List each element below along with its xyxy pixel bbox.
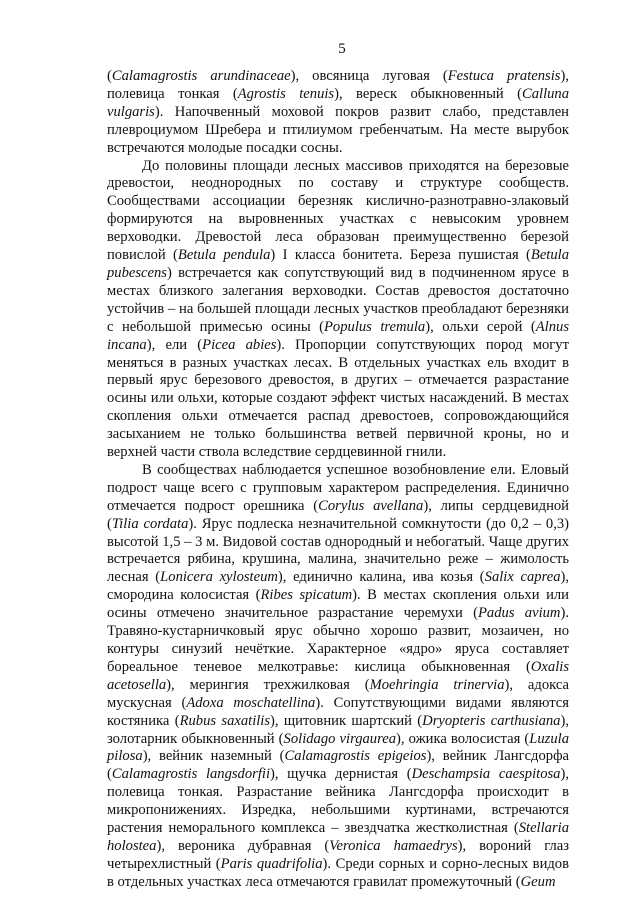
- text-run: ), вероника дубравная (: [156, 837, 330, 854]
- latin-name: Calamagrostis langsdorfii: [111, 766, 270, 783]
- latin-name: Solidago virgaurea: [283, 730, 397, 747]
- latin-name: Tilia cordata: [111, 515, 189, 532]
- latin-name: Festuca pratensis: [447, 68, 561, 84]
- text-run: ), полевица тонкая. Разрастание вейника Лангсдорфа происходит в микропонижениях. Изредка, небольшими куртинами, встречаются растения неморального комплекса – звездчатка жестколистная (: [107, 766, 569, 837]
- text-run: ). Ярус подлеска незначительной сомкнутости (до 0,2 – 0,3) высотой 1,5 – 3 м. Видовой состав однородный и небогатый. Чаще других встречается рябина, крушина, малина, значительно реже – жимолость лесная (: [107, 515, 570, 586]
- text-run: ), мерингия трехжилковая (: [166, 676, 370, 693]
- latin-name: Corylus avellana: [318, 497, 424, 514]
- latin-name: Alnus incana: [107, 318, 570, 353]
- text-run: ). Сопутствующими видами являются костяника (: [107, 694, 569, 729]
- latin-name: Moehringia trinervia: [369, 676, 505, 693]
- text-run: ), адокса мускусная (: [107, 676, 569, 711]
- text-run: ), ели (: [146, 336, 203, 353]
- latin-name: Deschampsia caespitosa: [411, 766, 561, 783]
- text-run: ), липы сердцевидной (: [107, 497, 569, 532]
- text-run: ), вороний глаз четырехлистный (: [107, 837, 570, 872]
- latin-name: Calamagrostis arundinaceae: [111, 68, 291, 84]
- latin-name: Agrostis tenuis: [237, 85, 335, 102]
- text-run: ), ожика волосистая (: [396, 730, 530, 747]
- latin-name: Veronica hamaedrys: [329, 837, 458, 854]
- text-run: (: [107, 68, 112, 84]
- latin-name: Paris quadrifolia: [220, 855, 323, 872]
- text-run: ) встречается как сопутствующий вид в подчиненном ярусе в местах близкого залегания верховодки. Состав древостоя достаточно устойчив – на большей площади лесных участков преобладают березняки с небольшой примесью осины (: [107, 264, 569, 335]
- text-run: ). Среди сорных и сорно-лесных видов в отдельных участках леса отмечаются гравилат промежуточный (: [107, 855, 569, 890]
- text-run: ), щитовник шартский (: [270, 712, 423, 729]
- text-run: ), единично калина, ива козья (: [277, 569, 485, 586]
- text-run: ) I класса бонитета. Береза пушистая (: [270, 247, 531, 264]
- document-page: [107, 40, 569, 892]
- text-run: До половины площади лесных массивов приходятся на березовые древостои, неоднородных по составу и структуре сообществ. Сообществами ассоциации березняк кислично-разнотравно-злаковый формируются на выровненных участках с невысоким уровнем верховодки. Древостой леса образован преимущественно березой повислой (: [107, 157, 569, 264]
- latin-name: Betula pendula: [177, 247, 271, 264]
- text-run: В сообществах наблюдается успешное возобновление ели. Еловый подрост чаще всего с групповым характером распределения. Единично отмечается подрост орешника (: [107, 461, 569, 514]
- paragraph-2: [107, 158, 569, 462]
- text-run: ), золотарник обыкновенный (: [107, 712, 569, 747]
- latin-name: Padus avium: [478, 605, 561, 622]
- text-run: ), смородина колосистая (: [107, 569, 570, 604]
- latin-name: Picea abies: [202, 336, 277, 353]
- latin-name: Betula pubescens: [107, 247, 570, 281]
- latin-name: Calluna vulgaris: [107, 85, 570, 120]
- paragraph-1: [107, 68, 569, 158]
- latin-name: Lonicera xylosteum: [160, 569, 278, 586]
- latin-name: Rubus saxatilis: [179, 712, 271, 729]
- text-run: ), ольхи серой (: [425, 318, 536, 335]
- text-run: ), овсяница луговая (: [290, 68, 448, 84]
- latin-name: Geum: [520, 873, 556, 890]
- text-run: ). Пропорции сопутствующих пород могут меняться в разных участках лесах. В отдельных участках ель входит в первый ярус березового древостоя, в других – отмечается разрастание осины или ольхи, которые создают эффект чистых насаждений. В местах скопления ольхи отмечается распад древостоев, сопровождающийся засыханием не только большинства ветвей первичной кроны, но и верхней части ствола вследствие сердцевинной гнили.: [107, 336, 569, 461]
- latin-name: Populus tremula: [324, 318, 426, 335]
- paragraph-3: [107, 462, 569, 892]
- text-run: ), вейник наземный (: [142, 748, 285, 765]
- text-run: ). Напочвенный моховой покров развит слабо, представлен плевроциумом Шребера и птилиумом гребенчатым. На месте вырубок встречаются молодые посадки сосны.: [107, 103, 569, 156]
- page-number: 5: [338, 41, 346, 57]
- text-run: ), вейник Лангсдорфа (: [107, 748, 570, 783]
- text-run: ), полевица тонкая (: [107, 68, 569, 102]
- latin-name: Dryopteris carthusiana: [422, 712, 561, 729]
- latin-name: Calamagrostis epigeios: [284, 748, 427, 765]
- latin-name: Adoxa moschatellina: [186, 694, 316, 711]
- latin-name: Oxalis acetosella: [107, 658, 569, 693]
- latin-name: Stellaria holostea: [107, 820, 569, 854]
- latin-name: Ribes spicatum: [260, 587, 353, 604]
- text-run: ). В местах скопления ольхи или осины отмечено значительное разрастание черемухи (: [107, 587, 569, 622]
- text-run: ). Травяно-кустарничковый ярус обычно хорошо развит, мозаичен, но контуры синузий нечёткие. Характерное «ядро» яруса составляет бореальное теневое мелкотравье: кислица обыкновенная (: [107, 605, 569, 675]
- text-run: ), вереск обыкновенный (: [334, 85, 522, 102]
- text-run: ), щучка дернистая (: [270, 766, 412, 783]
- latin-name: Luzula pilosa: [107, 730, 569, 765]
- latin-name: Salix caprea: [484, 569, 561, 586]
